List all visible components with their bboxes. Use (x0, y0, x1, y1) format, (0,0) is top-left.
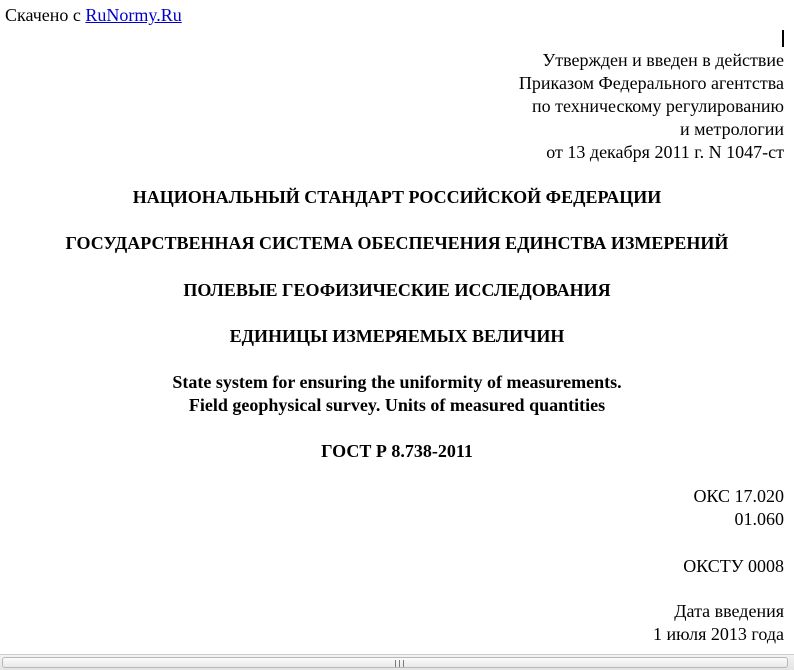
introduction-date: 1 июля 2013 года (653, 624, 784, 644)
okc-line-1: ОКС 17.020 (693, 486, 784, 506)
approval-line: от 13 декабря 2011 г. N 1047-ст (546, 142, 784, 162)
english-title-line-2: Field geophysical survey. Units of measured quantities (188, 395, 606, 415)
introduction-date-block (653, 600, 784, 646)
approval-block (519, 49, 784, 164)
download-prefix: Скачено с (5, 5, 81, 25)
english-title (0, 371, 794, 417)
approval-line: по техническому регулированию (531, 96, 784, 116)
units-heading: ЕДИНИЦЫ ИЗМЕРЯЕМЫХ ВЕЛИЧИН (229, 326, 565, 346)
gost-number: ГОСТ Р 8.738-2011 (321, 441, 473, 461)
horizontal-scrollbar[interactable] (0, 654, 794, 670)
approval-line: Утвержден и введен в действие (542, 50, 784, 70)
okc-block (693, 485, 784, 531)
system-heading: ГОСУДАРСТВЕННАЯ СИСТЕМА ОБЕСПЕЧЕНИЯ ЕДИНСТВА ИЗМЕРЕНИЙ (65, 233, 729, 253)
field-heading: ПОЛЕВЫЕ ГЕОФИЗИЧЕСКИЕ ИССЛЕДОВАНИЯ (183, 280, 611, 300)
grip-icon (395, 660, 404, 667)
standard-heading: НАЦИОНАЛЬНЫЙ СТАНДАРТ РОССИЙСКОЙ ФЕДЕРАЦИИ (132, 187, 662, 207)
download-source-line (5, 4, 182, 26)
approval-line: Приказом Федерального агентства (518, 73, 784, 93)
okstu-block (683, 555, 784, 578)
runormy-link[interactable]: RuNormy.Ru (85, 5, 182, 25)
scrollbar-thumb[interactable] (2, 657, 788, 668)
english-title-line-1: State system for ensuring the uniformity of measurements. (172, 372, 622, 392)
introduction-label: Дата введения (674, 601, 784, 621)
okstu-code: ОКСТУ 0008 (683, 556, 784, 576)
text-cursor (782, 30, 784, 47)
okc-line-2: 01.060 (734, 509, 784, 529)
approval-line: и метрологии (680, 119, 784, 139)
